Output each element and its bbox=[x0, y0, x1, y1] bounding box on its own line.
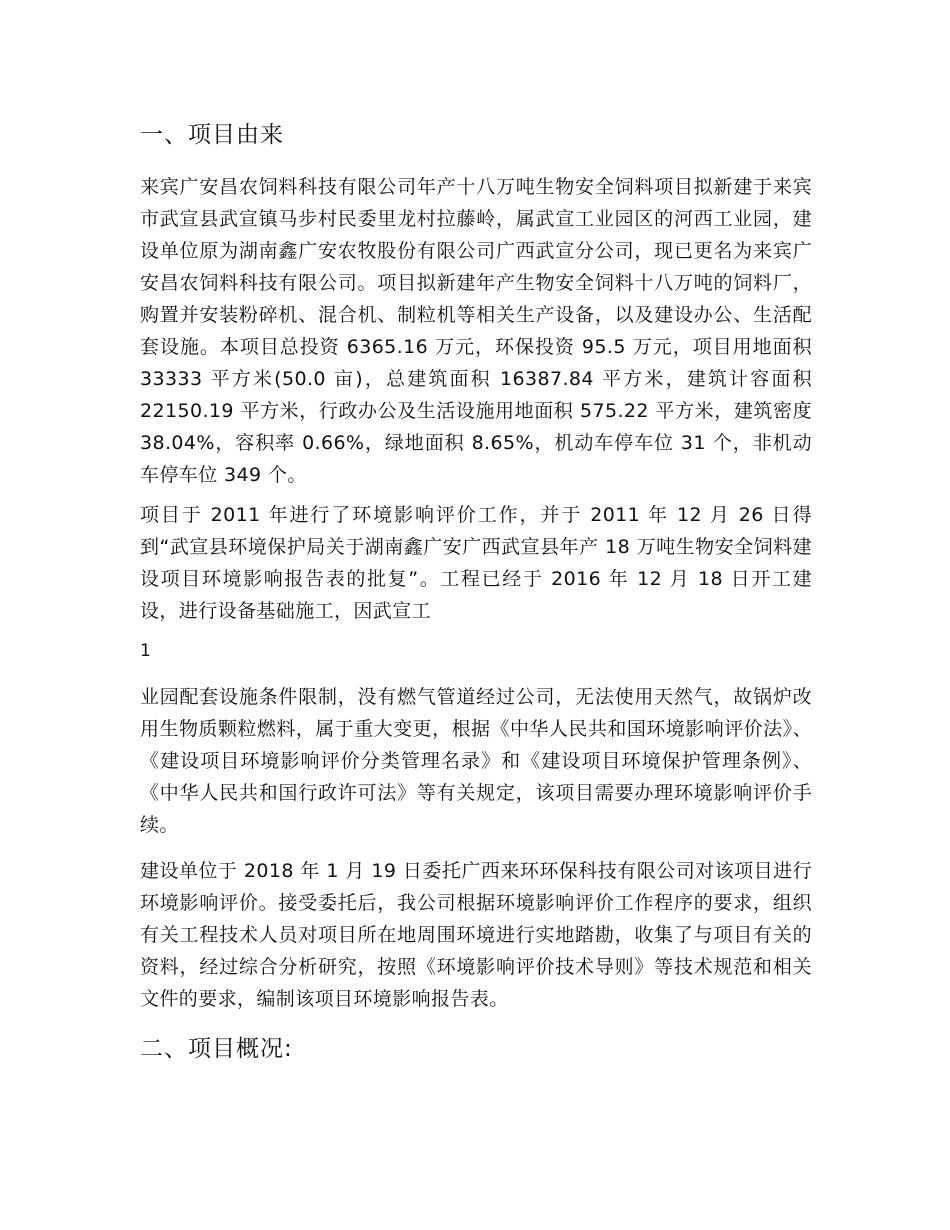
page-number: 1 bbox=[140, 641, 151, 661]
paragraph-commission: 建设单位于 2018 年 1 月 19 日委托广西来环环保科技有限公司对该项目进行环境影响评价。接受委托后，我公司根据环境影响评价工作程序的要求，组织有关工程技术人员对项目所在地周围环境进行实地踏勘，收集了与项目有关的资料，经过综合分析研究，按照《环境影响评价技术导则》等技术规范和相关文件的要求，编制该项目环境影响报告表。 bbox=[140, 860, 812, 1010]
paragraph-major-change: 业园配套设施条件限制，没有燃气管道经过公司，无法使用天然气，故锅炉改用生物质颗粒燃料，属于重大变更，根据《中华人民共和国环境影响评价法》、《建设项目环境影响评价分类管理名录》和《建设项目环境保护管理条例》、《中华人民共和国行政许可法》等有关规定，该项目需要办理环境影响评价手续。 bbox=[140, 686, 812, 836]
section-heading-project-overview: 二、项目概况: bbox=[140, 1036, 293, 1062]
paragraph-eia-history: 项目于 2011 年进行了环境影响评价工作，并于 2011 年 12 月 26 日得到“武宣县环境保护局关于湖南鑫广安广西武宣县年产 18 万吨生物安全饲料建设项目环境影响报告表的批复”。工程已经于 2016 年 12 月 18 日开工建设，进行设备基础施工，因武宣工 bbox=[140, 504, 812, 622]
paragraph-project-description: 来宾广安昌农饲料科技有限公司年产十八万吨生物安全饲料项目拟新建于来宾市武宣县武宣镇马步村民委里龙村拉藤岭，属武宣工业园区的河西工业园，建设单位原为湖南鑫广安农牧股份有限公司广西武宣分公司，现已更名为来宾广安昌农饲料科技有限公司。项目拟新建年产生物安全饲料十八万吨的饲料厂，购置并安装粉碎机、混合机、制粒机等相关生产设备，以及建设办公、生活配套设施。本项目总投资 6365.16 万元，环保投资 95.5 万元，项目用地面积 33333 平方米(50.0 亩)，总建筑面积 16387.84 平方米，建筑计容面积 22150.19 平方米，行政办公及生活设施用地面积 575.22 平方米，建筑密度 38.04%，容积率 0.66%，绿地面积 8.65%，机动车停车位 31 个，非机动车停车位 349 个。 bbox=[140, 176, 812, 486]
section-heading-project-origin: 一、项目由来 bbox=[140, 122, 284, 148]
